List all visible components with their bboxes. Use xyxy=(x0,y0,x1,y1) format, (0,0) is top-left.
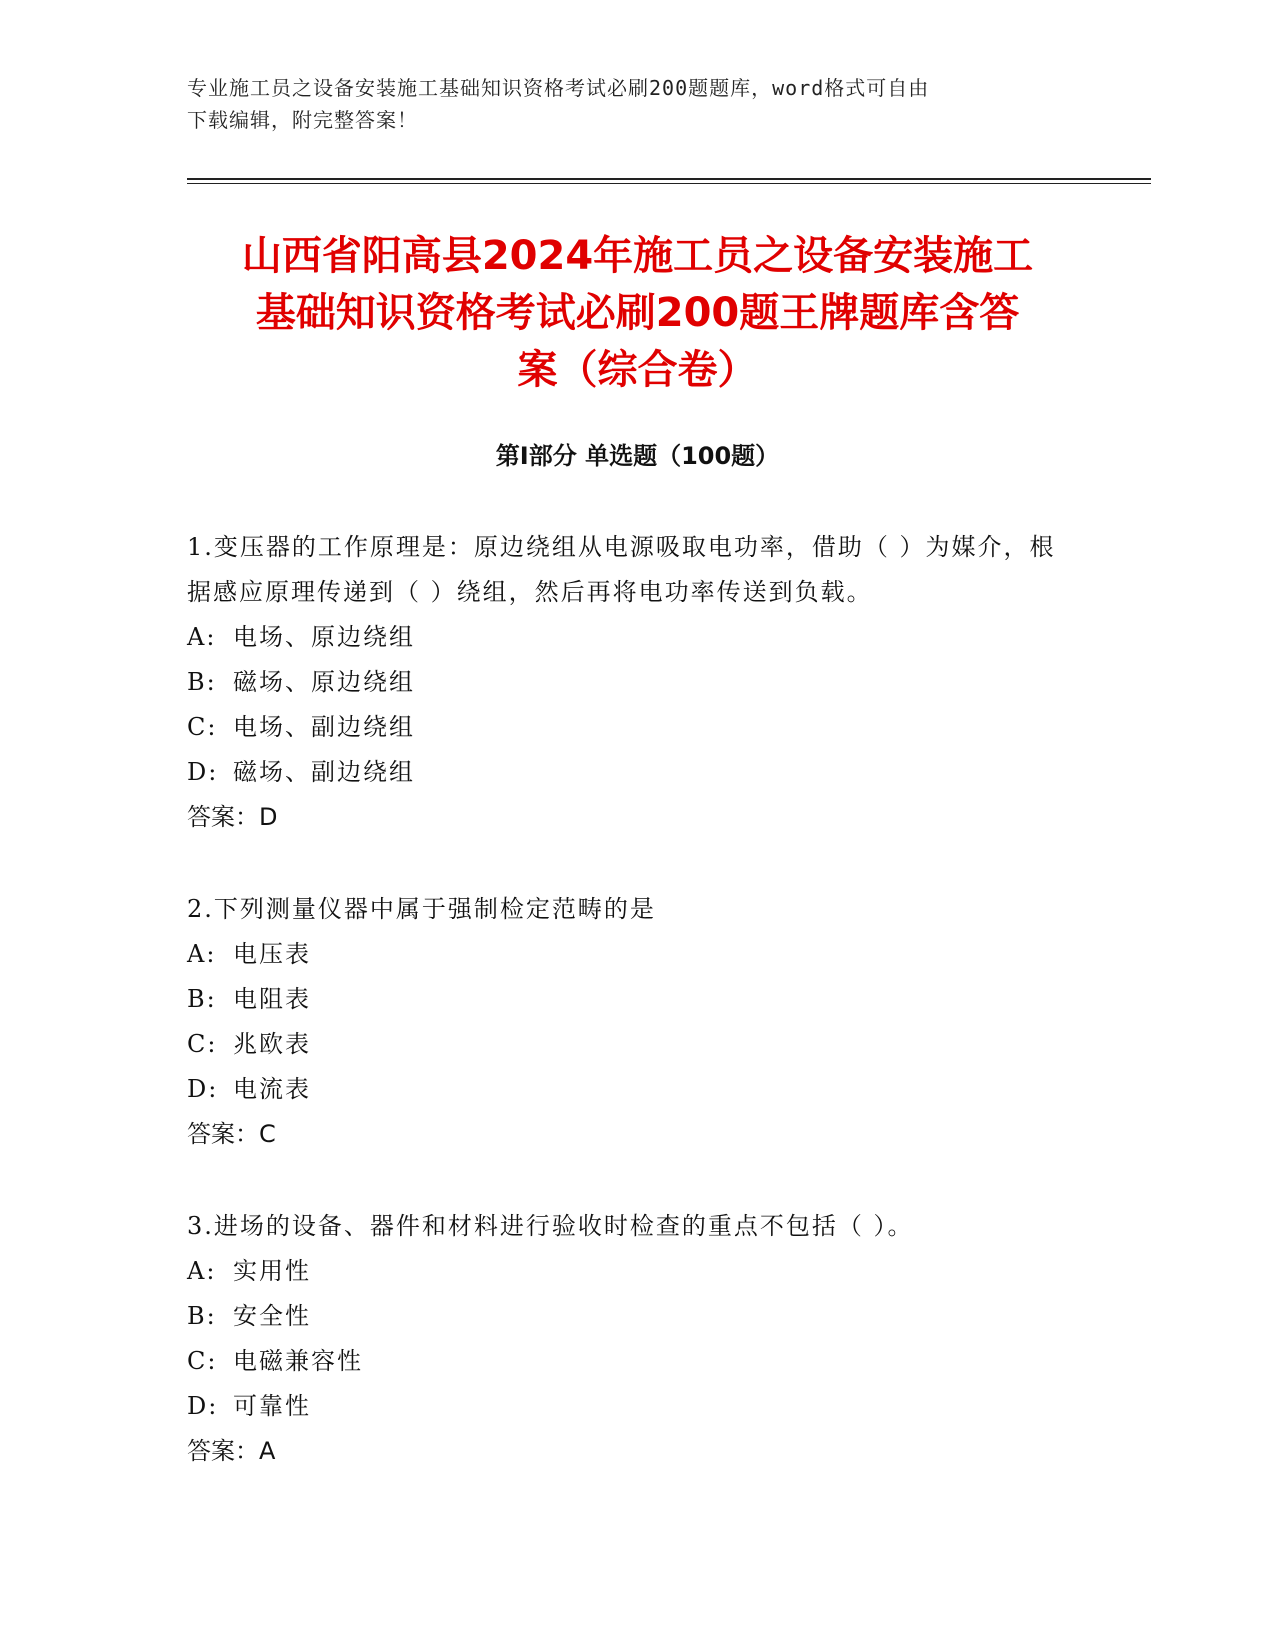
option-letter: D: xyxy=(187,1075,219,1103)
document-title-line-2: 基础知识资格考试必刷200题王牌题库含答 xyxy=(255,290,1020,336)
option-letter: D: xyxy=(187,1392,219,1420)
header-note-line-2: 下载编辑，附完整答案！ xyxy=(187,108,418,132)
option-letter: A: xyxy=(187,1257,217,1285)
option-b xyxy=(187,1294,1067,1339)
option-letter: B: xyxy=(187,985,217,1013)
option-text: 电场、原边绕组 xyxy=(233,623,415,651)
option-letter: B: xyxy=(187,668,217,696)
section-title: 第Ⅰ部分 单选题（100题） xyxy=(495,442,780,470)
answer-label: 答案：D xyxy=(187,803,278,831)
question-stem: 2.下列测量仪器中属于强制检定范畴的是 xyxy=(187,895,656,923)
question-3 xyxy=(187,1204,1067,1474)
header-note xyxy=(187,72,1087,136)
option-a xyxy=(187,615,1067,660)
option-d xyxy=(187,750,1067,795)
question-1 xyxy=(187,525,1067,840)
document-title xyxy=(170,228,1105,399)
question-list xyxy=(187,525,1067,1521)
option-text: 实用性 xyxy=(233,1257,311,1285)
option-text: 电流表 xyxy=(233,1075,311,1103)
option-d xyxy=(187,1384,1067,1429)
option-letter: D: xyxy=(187,758,219,786)
header-divider-thin xyxy=(187,183,1151,184)
question-2 xyxy=(187,887,1067,1157)
question-stem: 3.进场的设备、器件和材料进行验收时检查的重点不包括（ ）。 xyxy=(187,1212,914,1240)
option-text: 电磁兼容性 xyxy=(233,1347,363,1375)
option-text: 磁场、原边绕组 xyxy=(233,668,415,696)
option-text: 电压表 xyxy=(233,940,311,968)
option-c xyxy=(187,705,1067,750)
question-stem: 1.变压器的工作原理是：原边绕组从电源吸取电功率，借助（ ）为媒介，根据感应原理传递到（ ）绕组，然后再将电功率传送到负载。 xyxy=(187,533,1056,606)
option-text: 兆欧表 xyxy=(233,1030,311,1058)
answer-label: 答案：A xyxy=(187,1437,276,1465)
option-letter: A: xyxy=(187,623,217,651)
header-note-line-1: 专业施工员之设备安装施工基础知识资格考试必刷200题题库，word格式可自由 xyxy=(187,76,930,100)
option-c xyxy=(187,1339,1067,1384)
option-b xyxy=(187,660,1067,705)
header-divider-thick xyxy=(187,178,1151,180)
document-title-line-1: 山西省阳高县2024年施工员之设备安装施工 xyxy=(241,233,1034,279)
option-letter: B: xyxy=(187,1302,217,1330)
option-text: 磁场、副边绕组 xyxy=(233,758,415,786)
option-text: 安全性 xyxy=(233,1302,311,1330)
answer-label: 答案：C xyxy=(187,1120,276,1148)
option-a xyxy=(187,932,1067,977)
option-text: 可靠性 xyxy=(233,1392,311,1420)
option-c xyxy=(187,1022,1067,1067)
option-letter: C: xyxy=(187,1030,218,1058)
option-a xyxy=(187,1249,1067,1294)
option-b xyxy=(187,977,1067,1022)
document-title-line-3: 案（综合卷） xyxy=(517,347,758,393)
option-letter: C: xyxy=(187,713,218,741)
option-d xyxy=(187,1067,1067,1112)
option-text: 电场、副边绕组 xyxy=(233,713,415,741)
option-letter: A: xyxy=(187,940,217,968)
option-text: 电阻表 xyxy=(233,985,311,1013)
option-letter: C: xyxy=(187,1347,218,1375)
